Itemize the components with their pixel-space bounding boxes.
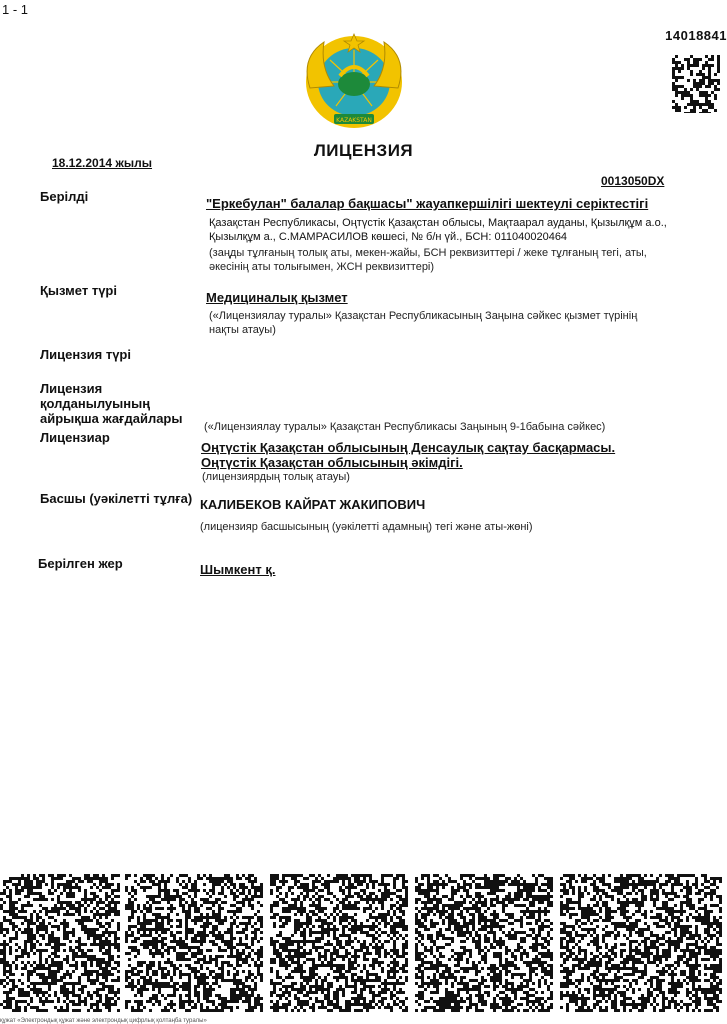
special-label-line1: Лицензия [40, 381, 103, 396]
head-value: КАЛИБЕКОВ КАЙРАТ ЖАКИПОВИЧ [200, 497, 426, 512]
special-label-line3: айрықша жағдайлары [40, 411, 183, 426]
issued-name: "Еркебулан" балалар бақшасы" жауапкершілігі шектеулі серіктестігі [206, 196, 649, 211]
qr-code-row [0, 874, 727, 1014]
serial-number: 0013050DX [601, 174, 665, 188]
issued-hint-line1: (заңды тұлғаның толық аты, мекен-жайы, БСН реквизиттері / жеке тұлғаның тегі, аты, [209, 247, 647, 259]
page-number: 1 - 1 [2, 2, 29, 17]
service-value: Медициналық қызмет [206, 290, 348, 305]
page-title: ЛИЦЕНЗИЯ [313, 141, 414, 160]
service-hint-line2: нақты атауы) [209, 324, 276, 336]
special-hint: («Лицензиялау туралы» Қазақстан Республикасы Заңының 9-1бабына сәйкес) [204, 421, 606, 433]
place-label: Берілген жер [38, 556, 123, 571]
footer-text: құжат «Электрондық құжат және электрондық цифрлық қолтаңба туралы» [0, 1018, 207, 1024]
licensor-line2: Оңтүстік Қазақстан облысының әкімдігі. [201, 455, 463, 470]
place-value: Шымкент қ. [200, 562, 276, 577]
service-hint-line1: («Лицензиялау туралы» Қазақстан Республикасының Заңына сәйкес қызмет түрінің [209, 310, 638, 322]
service-label: Қызмет түрі [40, 283, 117, 298]
issued-address-line2: Қызылқұм а., С.МАМРАСИЛОВ көшесі, № б/н үй., БСН: 011040020464 [209, 231, 568, 243]
issue-date: 18.12.2014 жылы [52, 156, 153, 170]
head-label: Басшы (уәкілетті тұлға) [40, 491, 193, 506]
licensor-label: Лицензиар [40, 430, 110, 445]
state-emblem-icon [300, 28, 408, 132]
special-label-line2: қолданылуының [40, 396, 151, 411]
head-hint: (лицензияр басшысының (уәкілетті адамның) тегі және аты-жөні) [200, 521, 533, 533]
issued-address-line1: Қазақстан Республикасы, Оңтүстік Қазақстан облысы, Мақтаарал ауданы, Қызылқұм а.о., [209, 217, 667, 229]
licensor-hint: (лицензиярдың толық атауы) [202, 471, 350, 483]
issued-label: Берілді [40, 189, 89, 204]
license-type-label: Лицензия түрі [40, 347, 131, 362]
qr-code-small [672, 55, 720, 113]
licensor-line1: Оңтүстік Қазақстан облысының Денсаулық сақтау басқармасы. [201, 440, 616, 455]
document-id: 14018841 [665, 28, 727, 43]
issued-hint-line2: әкесінің аты толығымен, ЖСН реквизиттері) [209, 261, 435, 273]
emblem-text: KAZAKSTAN [336, 117, 372, 124]
